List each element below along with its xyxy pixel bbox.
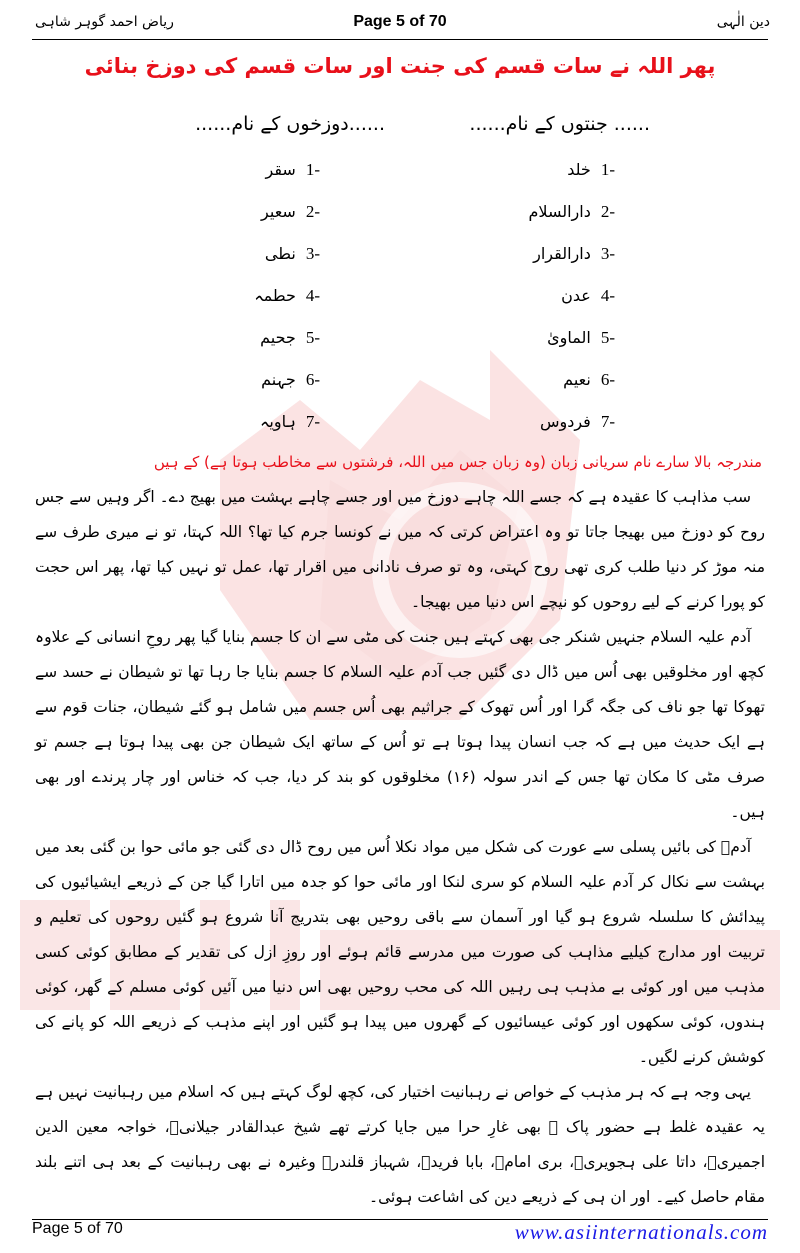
list-item	[261, 202, 320, 222]
item-number: 7-	[305, 412, 320, 431]
item-name: سعیر	[261, 202, 296, 221]
list-item	[547, 328, 615, 348]
list-item	[540, 412, 615, 432]
item-number: 6-	[305, 370, 320, 389]
header-book-title: دین الٰہی	[716, 14, 770, 30]
item-name: ہاویہ	[260, 412, 296, 431]
item-number: 3-	[305, 244, 320, 263]
footer	[32, 1220, 768, 1253]
header-page-number: Page 5 of 70	[353, 13, 447, 30]
languages-note: مندرجہ بالا سارے نام سریانی زبان (وہ زبان جس میں اللہ، فرشتوں سے مخاطب ہوتا ہے) کے ہیں	[153, 453, 762, 471]
item-name: فردوس	[539, 412, 591, 431]
list-item	[533, 244, 615, 264]
item-number: 6-	[600, 370, 615, 389]
item-name: جہنم	[261, 370, 296, 389]
item-name: الماویٰ	[547, 328, 591, 347]
item-name: دارالسلام	[528, 202, 591, 221]
item-name: عدن	[561, 286, 591, 305]
item-name: دارالقرار	[533, 244, 591, 263]
item-number: 4-	[305, 286, 320, 305]
main-content	[32, 450, 768, 1253]
item-name: نطی	[264, 244, 296, 263]
footer-website-link[interactable]: www.asiinternationals.com	[514, 1220, 768, 1244]
item-number: 7-	[600, 412, 615, 431]
item-name: خلد	[567, 160, 591, 179]
item-number: 2-	[305, 202, 320, 221]
list-item	[265, 244, 320, 264]
item-name: نعیم	[563, 370, 591, 389]
list-item	[260, 412, 320, 432]
item-number: 3-	[600, 244, 615, 263]
list-item	[266, 160, 321, 180]
list-item	[260, 328, 320, 348]
list-item	[563, 370, 615, 390]
paragraph: سب مذاہب کا عقیدہ ہے کہ جسے اللہ چاہے دوزخ میں اور جسے چاہے بہشت میں بھیج دے۔ اگر وہیں سے جس روح کو دوزخ میں بھیجا جاتا تو وہ اعتراض کرتی کہ میں نے کونسا جرم کیا تھا؟ اللہ کہتا، تو نے میری طرف سے منہ موڑ کر دنیا طلب کری تھی روح کہتی، وہ تو صرف نادانی میں اقرار تھا، عمل تو نہیں کیا تھا، پھر اس حجت کو پورا کرنے کے لیے روحوں کو نیچے اس دنیا میں بھیجا۔	[35, 488, 765, 611]
item-number: 4-	[600, 286, 615, 305]
item-number: 1-	[600, 160, 615, 179]
header-divider	[32, 39, 768, 40]
item-number: 1-	[305, 160, 320, 179]
item-name: جحیم	[260, 328, 296, 347]
list-item	[254, 286, 320, 306]
list-item	[567, 160, 615, 180]
list-item	[528, 202, 615, 222]
header-author: ریاض احمد گوہر شاہی	[35, 14, 174, 30]
item-name: حطمہ	[254, 286, 296, 305]
paragraph: آدم علیہ السلام جنہیں شنکر جی بھی کہتے ہیں جنت کی مٹی سے ان کا جسم بنایا گیا پھر روحِ انسانی کے علاوہ کچھ اور مخلوقیں بھی اُس میں ڈال دی گئیں جب آدم علیہ السلام کا جسم بنایا جا رہا تھا تو شیطان نے حسد سے تھوکا تھا جو ناف کی جگہ گرا اور اُس تھوک کے جراثیم بھی اُس جسم میں شامل ہو گئے شیطان، جنات قوم سے ہے ایک حدیث میں ہے کہ جب انسان پیدا ہوتا ہے تو اُس کے ساتھ ایک شیطان جن بھی پیدا ہوتا ہے جسم تو صرف مٹی کا مکان تھا جس کے اندر سولہ (۱۶) مخلوقوں کو بند کر دیا، جب کہ خناس اور چار پرندے اور بھی ہیں۔	[35, 628, 766, 821]
list-item	[561, 286, 615, 306]
item-number: 5-	[305, 328, 320, 347]
footer-page-number: Page 5 of 70	[32, 1220, 123, 1237]
item-name: سقر	[265, 160, 296, 179]
jannat-heading: ...... جنتوں کے نام......	[469, 113, 650, 135]
item-number: 2-	[600, 202, 615, 221]
list-item	[261, 370, 320, 390]
paragraph: یہی وجہ ہے کہ ہر مذہب کے خواص نے رہبانیت اختیار کی، کچھ لوگ کہتے ہیں کہ اسلام میں رہبانیت نہیں ہے یہ عقیدہ غلط ہے حضور پاک ﷺ بھی غارِ حرا میں جایا کرتے تھے شیخ عبدالقادر جیلانیؓ، خواجہ معین الدین اجمیریؒ، داتا علی ہجویریؒ، بری امامؒ، بابا فریدؒ، شہباز قلندرؒ وغیرہ نے بھی رہبانیت کے بعد ہی اتنے بلند مقام حاصل کیے۔ اور ان ہی کے ذریعے دین کی اشاعت ہوئی۔	[35, 1083, 765, 1206]
section-title: پھر اللہ نے سات قسم کی جنت اور سات قسم کی دوزخ بنائی	[84, 54, 716, 78]
item-number: 5-	[600, 328, 615, 347]
body-text	[32, 480, 768, 1215]
paragraph: آدمؑ کی بائیں پسلی سے عورت کی شکل میں مواد نکلا اُس میں روح ڈال دی گئی جو مائی حوا بن گئی بعد میں بہشت سے نکال کر آدم علیہ السلام کو سری لنکا اور مائی حوا کو جدہ میں اتارا گیا جن کے ذریعے ایشیائیوں کی پیدائش کا سلسلہ شروع ہو گیا اور آسمان سے باقی روحیں بھی بتدریج آنا شروع ہو گئیں روحوں کی تعلیم و تربیت اور مدارج کیلیے مذاہب کی صورت میں مدرسے قائم ہوئے اور روزِ ازل کی تقدیر کے مطابق کوئی کسی مذہب میں اور کوئی بے مذہب ہی رہیں اللہ کی محب روحیں بھی اس دنیا میں آئیں کوئی مسلم کے گھر، کوئی ہندوں، کوئی سکھوں اور کوئی عیسائیوں کے گھروں میں پیدا ہو گئیں اور اپنے مذہب کے ذریعے اللہ کو پانے کی کوشش کرنے لگیں۔	[35, 838, 765, 1066]
dozakh-heading: ......دوزخوں کے نام......	[195, 113, 385, 135]
